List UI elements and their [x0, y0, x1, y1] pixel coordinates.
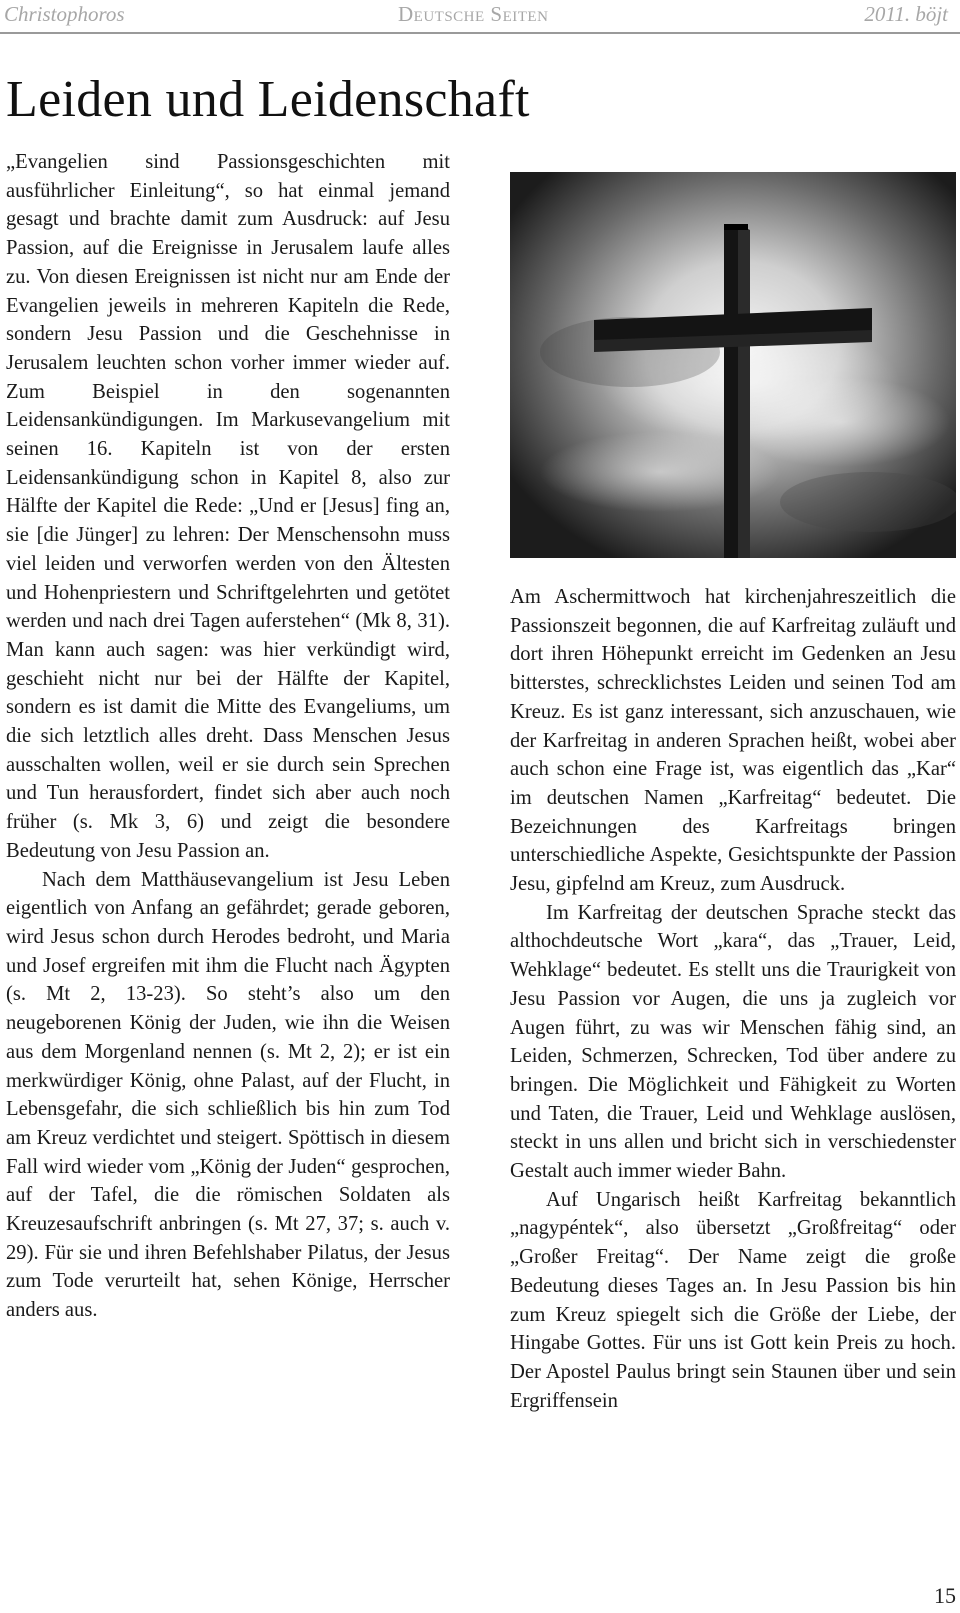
paragraph: Nach dem Matthäusevangelium ist Jesu Leben eigentlich von Anfang an gefährdet; gerade geboren, wird Jesus schon durch Herodes bedroht, und Maria und Josef ergreifen mit ihm die Flucht nach Ägypten (s. Mt 2, 13-23). So steht’s also um den neugeborenen König der Juden, wie ihn die Weisen aus dem Morgenland nennen (s. Mt 2, 2); er ist ein merkwürdiger König, ohne Palast, auf der Flucht, in Lebensgefahr, die sich schließlich bis hin zum Tod am Kreuz verdichtet und steigert. Spöttisch in diesem Fall wird wieder vom „König der Juden“ gesprochen, auf der Tafel, die die römischen Soldaten als Kreuzesaufschrift anbringen (s. Mt 27, 37; s. auch v. 29). Für sie und ihren Befehlshaber Pilatus, der Jesus zum Tode verurteilt hat, sehen Könige, Herrscher anders aus.: [6, 868, 450, 1322]
page-number: 15: [934, 1583, 956, 1608]
article-title: Leiden und Leidenschaft: [6, 71, 530, 128]
cross-photo: [510, 172, 956, 558]
paragraph: Auf Ungarisch heißt Karfreitag bekanntlich „nagypéntek“, also übersetzt „Großfreitag“ oder „Großer Freitag“. Der Name zeigt die große Bedeutung dieses Tages an. In Jesu Passion bis hin zum Kreuz spiegelt sich die Größe der Liebe, der Hingabe Gottes. Für uns ist Gott kein Preis zu hoch. Der Apostel Paulus bringt sein Staunen über und sein Ergriffensein: [510, 1188, 956, 1412]
page-header: [0, 0, 960, 34]
right-column: [510, 583, 956, 1415]
left-column: [6, 148, 450, 1325]
paragraph: „Evangelien sind Passionsgeschichten mit ausführlicher Einleitung“, so hat einmal jemand gesagt und brachte damit zum Ausdruck: auf Jesu Passion, auf die Ereignisse in Jerusalem laufe alles zu. Von diesen Ereignissen ist nicht nur am Ende der Evangelien jeweils in mehreren Kapiteln die Rede, sondern Jesu Passion und die Geschehnisse in Jerusalem leuchten schon vorher immer wieder auf. Zum Beispiel in den sogenannten Leidensankündigungen. Im Markusevangelium mit seinen 16. Kapiteln ist von der ersten Leidensankündigung schon in Kapitel 8, also zur Hälfte der Kapitel die Rede: „Und er [Jesus] fing an, sie [die Jünger] zu lehren: Der Menschensohn muss viel leiden und verworfen werden von den Ältesten und Hohenpriestern und Schriftgelehrten und getötet werden und nach drei Tagen auferstehen“ (Mk 8, 31). Man kann auch sagen: was hier verkündigt wird, geschieht nicht nur bei der Hälfte der Kapitel, sondern es ist damit die Mitte des Evangeliums, um die sich letztlich alles dreht. Dass Menschen Jesus ausschalten wollen, weil er sie durch sein Sprechen und Tun herausfordert, findet sich aber auch noch früher (s. Mk 3, 6) und zeigt die besondere Bedeutung von Jesu Passion an.: [6, 151, 450, 862]
header-magazine-name: Christophoros: [4, 2, 125, 26]
paragraph: Am Aschermittwoch hat kirchenjahreszeitlich die Passionszeit begonnen, die auf Karfreitag zuläuft und dort ihren Höhepunkt erreicht im Gedenken an Jesu bitterstes, schrecklichstes Leiden und seinen Tod am Kreuz. Es ist ganz interessant, sich anzuschauen, wie der Karfreitag in anderen Sprachen heißt, wobei aber auch schon eine Frage ist, was eigentlich das „Kar“ im deutschen Namen „Karfreitag“ bedeutet. Die Bezeichnungen des Karfreitags bringen unterschiedliche Aspekte, Gesichtspunkte der Passion Jesu, gipfelnd am Kreuz, zum Ausdruck.: [510, 586, 956, 896]
header-issue: 2011. böjt: [864, 2, 948, 26]
paragraph: Im Karfreitag der deutschen Sprache steckt das althochdeutsche Wort „kara“, das „Trauer, Leid, Wehklage“ bedeutet. Es stellt uns die Traurigkeit von Jesu Passion vor Augen, die uns ja zugleich vor Augen führt, zu was wir Menschen fähig sind, an Leiden, Schmerzen, Schrecken, Tod über andere zu bringen. Die Möglichkeit und Fähigkeit zu Worten und Taten, die Trauer, Leid und Wehklage auslösen, steckt in uns allen und bricht sich in verschiedenster Gestalt auch immer wieder Bahn.: [510, 901, 956, 1183]
header-section-name: Deutsche Seiten: [398, 2, 549, 26]
cross-icon: [510, 172, 956, 558]
